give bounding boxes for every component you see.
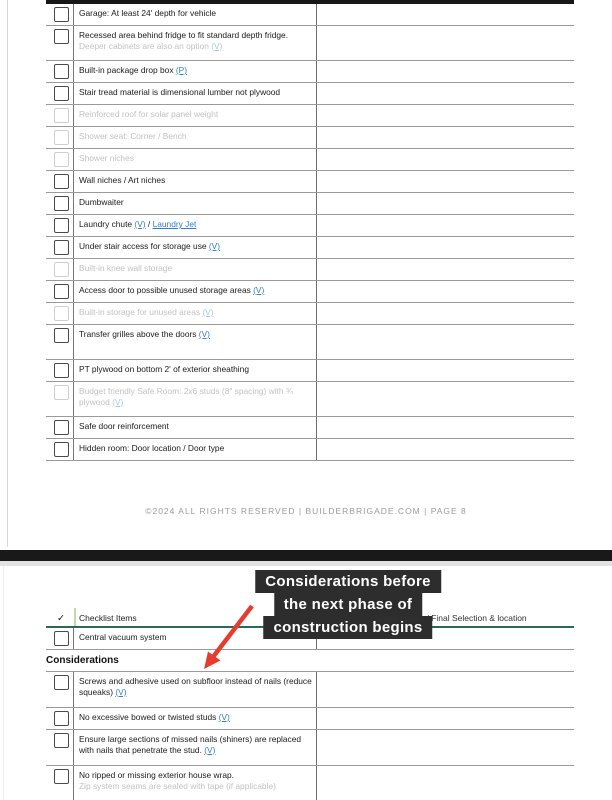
notes-cell [317,303,574,324]
checkbox-cell [46,171,74,192]
item-text-line [79,41,312,52]
checkbox[interactable] [54,631,69,646]
item-cell [74,83,317,104]
checklist-row [46,303,574,325]
notes-cell [317,149,574,170]
items-column-header: Checklist Items [79,613,137,623]
section-row [46,650,574,672]
notes-cell [317,708,574,729]
check-column-header: ✓ [57,613,65,624]
checkbox-cell [46,708,74,729]
checkbox[interactable] [54,284,69,299]
item-text: with nails that penetrate the stud. [79,744,205,755]
item-text-line [79,87,312,98]
checkbox-cell [46,26,74,60]
item-cell [74,766,317,800]
checkbox[interactable] [54,675,69,690]
inline-link-muted[interactable]: (V) [202,307,214,317]
notes-cell [317,766,574,800]
item-text: Shower niches [79,153,134,163]
item-cell [74,382,317,416]
checklist-row [46,730,574,766]
notes-cell [317,61,574,82]
item-text: Transfer grilles above the doors [79,329,199,339]
notes-cell [317,672,574,707]
checkbox-cell [46,61,74,82]
item-text-line [79,421,312,432]
notes-cell [317,730,574,765]
item-text-line [79,131,312,142]
item-text-line [79,770,312,781]
item-text-muted: plywood [79,396,113,407]
checklist-row [46,672,574,708]
notes-cell [317,237,574,258]
checkbox[interactable] [54,130,69,145]
checkbox-cell [46,417,74,438]
checkbox-cell [46,325,74,359]
notes-column-header: Notes / Links / Final Selection & location [375,613,527,623]
checkbox-cell [46,439,74,460]
checkbox[interactable] [54,262,69,277]
item-text: Central vacuum system [79,632,167,642]
checkbox-cell [46,237,74,258]
item-cell [74,417,317,438]
item-text-line [79,329,312,340]
checklist-row [46,215,574,237]
checkbox-cell [46,215,74,236]
notes-cell [317,193,574,214]
item-text-line [79,219,312,230]
item-text: Budget friendly Safe Room: 2x6 studs (8" spacing) with ¾ [79,386,293,396]
item-cell [74,193,317,214]
item-cell [74,149,317,170]
item-cell [74,215,317,236]
item-cell [74,325,317,359]
checklist-row [46,105,574,127]
item-text-line [79,30,312,41]
item-text-line [79,734,312,745]
checkbox[interactable] [54,363,69,378]
checkbox-cell [46,127,74,148]
section-label: Considerations [46,655,119,666]
item-text: Built-in knee wall storage [79,263,173,273]
item-text: Screws and adhesive used on subfloor instead of nails (reduce [79,676,312,686]
item-text: PT plywood on bottom 2' of exterior sheathing [79,364,249,374]
checkbox[interactable] [54,240,69,255]
checklist-row [46,149,574,171]
page-separator-bar [0,550,612,561]
item-text: / [145,219,153,229]
item-cell [74,730,317,765]
inline-link[interactable]: (V) [204,744,216,755]
item-cell [74,105,317,126]
checkbox[interactable] [54,733,69,748]
checkbox-cell [46,628,74,649]
checklist-row [46,237,574,259]
notes-cell [317,325,574,359]
checklist-row [46,4,574,26]
checkbox[interactable] [54,7,69,22]
item-text-muted: Built-in storage for unused areas [79,307,203,317]
item-text: No ripped or missing exterior house wrap. [79,770,235,780]
checklist-row [46,127,574,149]
checklist-row [46,766,574,800]
checklist-rows-page8 [46,4,574,461]
checkbox-cell [46,105,74,126]
checkbox-cell [46,281,74,302]
item-text-line [79,8,312,19]
item-text: Access door to possible unused storage areas [79,285,254,295]
inline-link[interactable]: (V) [198,329,210,339]
checklist-row [46,325,574,360]
item-cell [74,127,317,148]
item-text-line [79,197,312,208]
page-left-edge [7,0,8,547]
item-text: Stair tread material is dimensional lumber not plywood [79,87,281,97]
item-cell [74,171,317,192]
item-text: Shower seat: Corner / Bench [79,131,187,141]
item-text-line [79,241,312,252]
checkbox-cell [46,766,74,800]
checkbox[interactable] [54,328,69,343]
notes-cell [317,127,574,148]
item-cell [74,360,317,381]
item-text: Garage: At least 24' depth for vehicle [79,8,217,18]
item-cell [74,439,317,460]
item-text: squeaks) [79,686,116,697]
inline-link[interactable]: (V) [134,219,146,229]
inline-link[interactable]: (V) [253,285,265,295]
item-cell [74,303,317,324]
checkbox[interactable] [54,420,69,435]
notes-cell [317,215,574,236]
notes-cell [317,171,574,192]
checkbox[interactable] [54,108,69,123]
item-cell [74,26,317,60]
inline-link[interactable]: (V) [208,241,221,251]
checkbox[interactable] [54,152,69,167]
checkbox[interactable] [54,196,69,211]
item-cell [74,672,317,707]
item-text: Built-in package drop box [79,65,176,75]
inline-link[interactable]: Laundry Jet [152,219,197,229]
checkbox-cell [46,382,74,416]
checkbox[interactable] [54,174,69,189]
item-cell [74,281,317,302]
annotation-text-line: construction begins [263,616,432,639]
checkbox[interactable] [54,218,69,233]
checklist-row [46,708,574,730]
item-text: Laundry chute [79,219,135,229]
item-text-line [79,386,312,397]
notes-cell [317,26,574,60]
notes-cell [317,360,574,381]
header-column-divider [74,608,76,626]
inline-link[interactable]: (P) [175,65,188,75]
item-text-line [79,397,312,408]
inline-link[interactable]: (V) [218,712,230,722]
checklist-table-page8 [46,0,574,461]
item-cell [74,4,317,25]
notes-cell [317,4,574,25]
item-cell [74,237,317,258]
notes-cell [317,259,574,280]
page-left-edge-bottom [3,566,4,800]
item-text: Reinforced roof for solar panel weight [79,109,219,119]
item-text: Under stair access for storage use [79,241,209,251]
inline-link-muted[interactable]: (V) [112,396,124,407]
checkbox-cell [46,730,74,765]
checkbox[interactable] [54,29,69,44]
checklist-rows-page9 [46,628,574,800]
checkbox-cell [46,83,74,104]
item-cell [74,259,317,280]
notes-cell [317,417,574,438]
item-text: Safe door reinforcement [79,421,169,431]
notes-cell [317,382,574,416]
checklist-row [46,439,574,461]
item-text: Wall niches / Art niches [79,175,166,185]
item-text-line [79,307,312,318]
checkbox-cell [46,672,74,707]
notes-cell [317,83,574,104]
item-text: Dumbwaiter [79,197,124,207]
annotation-text-line: the next phase of [274,593,422,616]
item-text: Recessed area behind fridge to fit standard depth fridge. [79,30,289,40]
checklist-row [46,281,574,303]
item-text-line [79,712,312,723]
checklist-row [46,61,574,83]
item-text-line [79,65,312,76]
checkbox[interactable] [54,306,69,321]
item-text: Ensure large sections of missed nails (shiners) are replaced [79,734,302,744]
checkbox-cell [46,4,74,25]
item-text-line [79,175,312,186]
checkbox[interactable] [54,711,69,726]
item-text-line [79,364,312,375]
item-text-line [79,676,312,687]
item-text-line [79,687,312,698]
checkbox-cell [46,193,74,214]
item-text-muted: Zip system seams are sealed with tape (if applicable) [79,780,276,791]
checkbox[interactable] [54,64,69,79]
annotation-text-line: Considerations before [255,570,441,593]
item-text-line [79,781,312,792]
notes-cell [317,439,574,460]
inline-link[interactable]: (V) [115,686,127,697]
item-text-line [79,153,312,164]
checklist-row [46,83,574,105]
checklist-row [46,171,574,193]
checkbox-cell [46,259,74,280]
item-text: Hidden room: Door location / Door type [79,443,225,453]
item-text-line [79,263,312,274]
item-text-line [79,285,312,296]
checkbox-cell [46,360,74,381]
checklist-row [46,360,574,382]
item-text: No excessive bowed or twisted studs [79,712,219,722]
notes-cell [317,281,574,302]
inline-link-muted[interactable]: (V) [211,40,223,51]
checkbox-cell [46,149,74,170]
checkbox[interactable] [54,385,69,400]
page-footer: ©2024 ALL RIGHTS RESERVED | BUILDERBRIGADE.COM | PAGE 8 [145,506,467,516]
checkbox[interactable] [54,86,69,101]
checkbox-cell [46,303,74,324]
checkbox[interactable] [54,442,69,457]
notes-cell [317,105,574,126]
item-text-line [79,745,312,756]
item-cell [74,708,317,729]
checklist-row [46,382,574,417]
item-text-line [79,443,312,454]
checklist-row [46,26,574,61]
checkbox[interactable] [54,769,69,784]
item-text-line [79,109,312,120]
item-text-muted: Deeper cabinets are also an option [79,40,212,51]
item-cell [74,61,317,82]
annotation-callout [255,570,441,639]
checklist-row [46,259,574,281]
checklist-row [46,417,574,439]
checklist-row [46,193,574,215]
